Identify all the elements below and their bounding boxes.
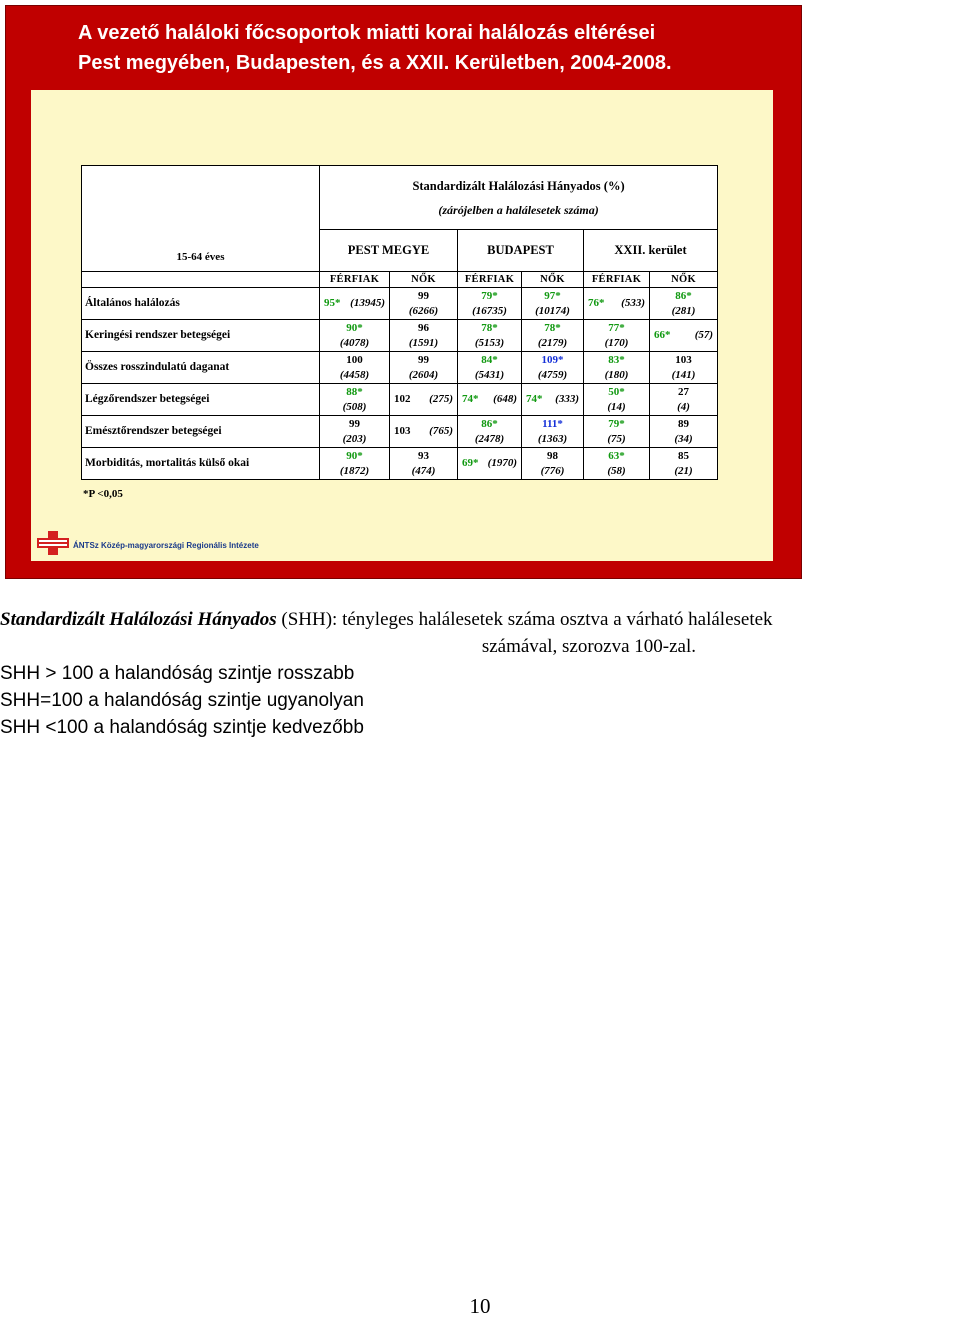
shh-value: 98 [547,449,558,462]
shh-value: 79* [608,417,625,430]
death-count: (141) [671,368,696,381]
shh-cell [320,416,390,448]
interpretation-line-3: SHH <100 a halandóság szintje kedvezőbb [0,717,364,738]
logo-text: ÁNTSz Közép-magyarországi Regionális Intézete [73,541,259,550]
shh-value: 90* [346,449,363,462]
shh-value: 84* [481,353,498,366]
sex-header-0: FÉRFIAK [320,272,390,288]
row-label: Légzőrendszer betegségei [82,384,320,416]
shh-cell [458,384,522,416]
definition-abbr: (SHH): [276,609,338,630]
shh-cell [390,288,458,320]
shh-cell [320,384,390,416]
death-count: (75) [607,432,626,445]
death-count: (1363) [537,432,568,445]
shh-value: 86* [481,417,498,430]
shh-cell [390,416,458,448]
death-count: (2604) [408,368,439,381]
death-count: (1591) [408,336,439,349]
table-header-title: Standardizált Halálozási Hányados (%) [412,179,625,193]
table-row [82,352,718,384]
slide-title [78,18,778,78]
death-count: (765) [429,425,453,437]
shh-value: 86* [675,289,692,302]
age-group-label: 15-64 éves [176,251,225,263]
sex-header-4: FÉRFIAK [584,272,650,288]
death-count: (21) [674,464,693,477]
shh-cell [458,352,522,384]
death-count: (508) [342,400,367,413]
shh-value: 77* [608,321,625,334]
group-header-pest: PEST MEGYE [320,230,458,272]
shh-cell [650,288,718,320]
shh-cell [522,288,584,320]
shh-cell [458,416,522,448]
death-count: (13945) [350,297,385,309]
slide-image [5,5,802,579]
shh-value: 99 [418,353,429,366]
death-count: (333) [555,393,579,405]
group-header-budapest: BUDAPEST [458,230,584,272]
shh-value: 96 [418,321,429,334]
death-count: (57) [694,329,714,341]
table-row [82,320,718,352]
death-count: (6266) [408,304,439,317]
shh-value: 100 [346,353,363,366]
shh-cell [320,288,390,320]
shh-value: 88* [346,385,363,398]
shh-value: 69* [462,457,479,469]
shh-cell [584,352,650,384]
page-number: 10 [469,1294,491,1318]
shh-cell [650,320,718,352]
shh-value: 76* [588,297,605,309]
death-count: (1970) [487,457,517,469]
row-label: Morbiditás, mortalitás külső okai [82,448,320,480]
death-count: (4458) [339,368,370,381]
shh-cell [390,384,458,416]
shh-cell [390,320,458,352]
shh-cell [320,448,390,480]
shh-cell [650,448,718,480]
shh-value: 63* [608,449,625,462]
shh-value: 83* [608,353,625,366]
interpretation-line-2: SHH=100 a halandóság szintje ugyanolyan [0,690,364,711]
shh-value: 89 [678,417,690,430]
row-label: Általános halálozás [82,288,320,320]
interpretation-line-1: SHH > 100 a halandóság szintje rosszabb [0,663,355,684]
sex-header-5: NŐK [650,272,718,288]
definition-block [0,606,960,741]
definition-text-2: számával, szorozva 100-zal. [481,636,696,657]
row-label: Keringési rendszer betegségei [82,320,320,352]
shh-cell [584,320,650,352]
shh-value: 78* [544,321,561,334]
table-row [82,384,718,416]
death-count: (4078) [339,336,370,349]
death-count: (5431) [474,368,505,381]
shh-cell [650,416,718,448]
shh-cell [320,352,390,384]
death-count: (2478) [474,432,505,445]
slide-panel [31,90,773,561]
shh-value: 74* [526,393,543,405]
shh-value: 85 [678,449,690,462]
death-count: (58) [607,464,626,477]
table-header-title-cell [320,166,718,230]
shh-cell [522,416,584,448]
shh-cell [320,320,390,352]
death-count: (648) [493,393,517,405]
shh-cell [522,384,584,416]
death-count: (14) [607,400,626,413]
sex-header-2: FÉRFIAK [458,272,522,288]
group-header-xxii: XXII. kerület [584,230,718,272]
slide-title-line-2: Pest megyében, Budapesten, és a XXII. Kerületben, 2004-2008. [78,52,672,74]
death-count: (533) [621,297,645,309]
antsz-logo-icon [35,530,71,556]
shh-value: 50* [608,385,625,398]
shh-value: 90* [346,321,363,334]
shh-value: 74* [462,393,479,405]
death-count: (10174) [535,304,570,317]
shh-cell [458,288,522,320]
table-row [82,288,718,320]
shh-cell [584,448,650,480]
shh-value: 99 [349,417,360,430]
sex-header-1: NŐK [390,272,458,288]
death-count: (4) [677,400,690,413]
shh-value: 99 [418,289,429,302]
definition-term: Standardizált Halálozási Hányados [0,609,277,630]
death-count: (16735) [472,304,507,317]
shh-cell [390,352,458,384]
shh-cell [522,448,584,480]
shh-cell [584,416,650,448]
death-count: (275) [429,393,453,405]
age-group-cell [82,166,320,272]
shh-cell [522,320,584,352]
shh-table [81,165,718,480]
shh-value: 103 [675,353,692,366]
table-header-subtitle: (zárójelben a halálesetek száma) [438,203,599,217]
shh-value: 109* [541,353,564,366]
table-row [82,416,718,448]
shh-value: 27 [678,385,690,398]
shh-value: 93 [418,449,429,462]
death-count: (34) [674,432,693,445]
shh-value: 97* [544,289,561,302]
death-count: (203) [342,432,367,445]
row-label: Emésztőrendszer betegségei [82,416,320,448]
shh-value: 79* [481,289,498,302]
death-count: (180) [604,368,629,381]
shh-value: 103 [394,425,411,437]
death-count: (474) [411,464,436,477]
shh-cell [390,448,458,480]
shh-value: 111* [542,417,563,430]
death-count: (1872) [339,464,370,477]
slide-title-line-1: A vezető haláloki főcsoportok miatti korai halálozás eltérései [78,22,656,44]
death-count: (2179) [537,336,568,349]
shh-cell [650,352,718,384]
sex-header-3: NŐK [522,272,584,288]
significance-footnote: *P <0,05 [83,488,123,500]
shh-cell [522,352,584,384]
row-label: Összes rosszindulatú daganat [82,352,320,384]
shh-value: 102 [394,393,411,405]
sex-header-blank [82,272,320,288]
shh-cell [584,384,650,416]
death-count: (776) [540,464,565,477]
shh-cell [458,320,522,352]
definition-text-1: tényleges halálesetek száma osztva a várható halálesetek [337,609,773,630]
death-count: (5153) [474,336,505,349]
shh-cell [650,384,718,416]
shh-value: 66* [654,329,671,341]
shh-cell [458,448,522,480]
death-count: (281) [671,304,696,317]
death-count: (4759) [537,368,568,381]
table-row [82,448,718,480]
shh-value: 78* [481,321,498,334]
death-count: (170) [604,336,629,349]
shh-cell [584,288,650,320]
definition-line [0,606,960,633]
shh-value: 95* [324,297,341,309]
